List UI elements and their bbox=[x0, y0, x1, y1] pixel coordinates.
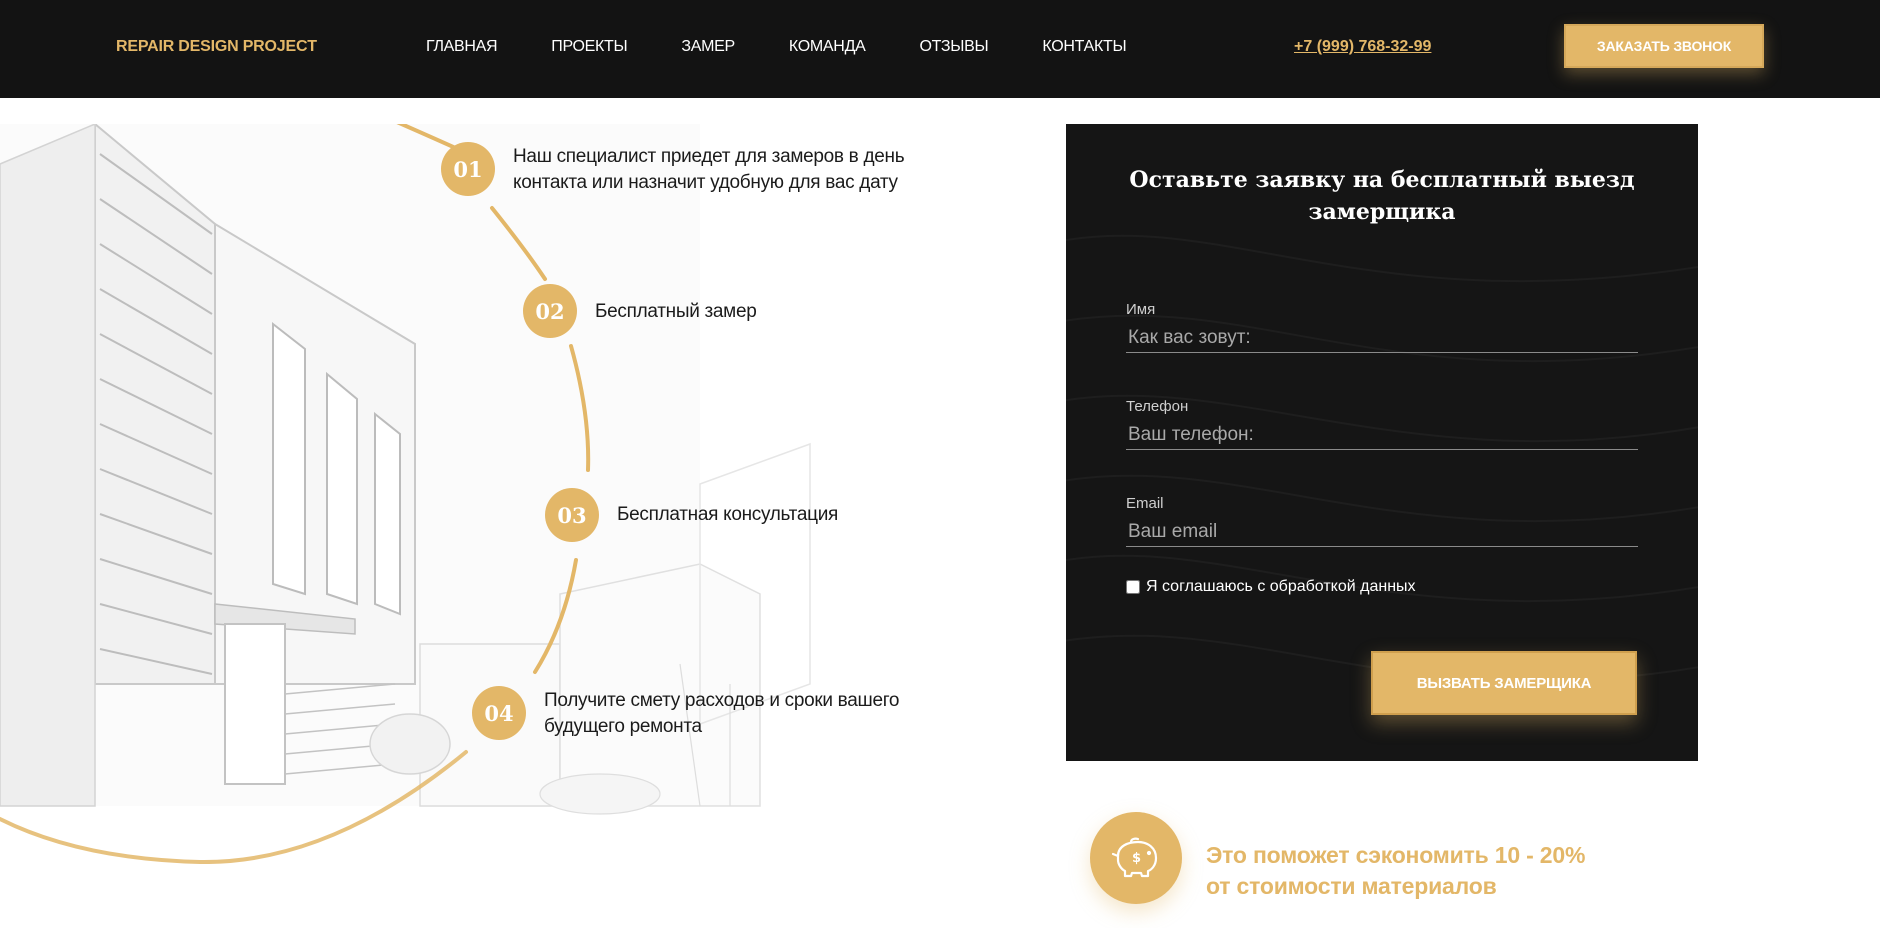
building-illustration bbox=[0, 124, 1000, 864]
savings-line-1: Это поможет сэкономить 10 - 20% bbox=[1206, 842, 1586, 868]
site-logo[interactable]: REPAIR DESIGN PROJECT bbox=[116, 38, 317, 55]
step-04-number: 04 bbox=[472, 686, 526, 740]
phone-input[interactable] bbox=[1126, 420, 1638, 450]
nav-item-measure[interactable]: ЗАМЕР bbox=[681, 38, 735, 55]
nav-item-projects[interactable]: ПРОЕКТЫ bbox=[551, 38, 628, 55]
site-header bbox=[0, 0, 1880, 98]
name-field-label: Имя bbox=[1126, 301, 1156, 318]
nav-item-team[interactable]: КОМАНДА bbox=[788, 38, 866, 55]
consent-checkbox[interactable] bbox=[1126, 580, 1140, 594]
call-measurer-button[interactable]: ВЫЗВАТЬ ЗАМЕРЩИКА bbox=[1371, 651, 1637, 715]
savings-text bbox=[1206, 840, 1585, 902]
step-03-text: Бесплатная консультация bbox=[617, 504, 838, 525]
savings-line-2: от стоимости материалов bbox=[1206, 873, 1497, 899]
piggy-bank-icon-glyph bbox=[1110, 836, 1162, 880]
email-field-label: Email bbox=[1126, 495, 1164, 512]
nav-item-contacts[interactable]: КОНТАКТЫ bbox=[1042, 38, 1127, 55]
email-input[interactable] bbox=[1126, 517, 1638, 547]
step-04-text: Получите смету расходов и сроки вашего будущего ремонта bbox=[544, 690, 900, 737]
step-01-text: Наш специалист приедет для замеров в день контакта или назначит удобную для вас дату bbox=[513, 146, 905, 193]
svg-text:$: $ bbox=[1132, 851, 1142, 866]
header-phone-link[interactable]: +7 (999) 768-32-99 bbox=[1294, 38, 1432, 55]
consent-row bbox=[1126, 578, 1416, 596]
step-03-number: 03 bbox=[545, 488, 599, 542]
step-02-text: Бесплатный замер bbox=[595, 301, 757, 322]
measure-request-form bbox=[1066, 124, 1698, 761]
nav-item-home[interactable]: ГЛАВНАЯ bbox=[426, 38, 498, 55]
order-call-button[interactable]: ЗАКАЗАТЬ ЗВОНОК bbox=[1564, 24, 1764, 68]
step-01-number: 01 bbox=[441, 142, 495, 196]
name-field bbox=[1126, 301, 1638, 353]
form-title: Оставьте заявку на бесплатный выезд замерщика bbox=[1129, 167, 1635, 225]
piggy-bank-icon bbox=[1090, 812, 1182, 904]
email-field bbox=[1126, 495, 1638, 547]
phone-field bbox=[1126, 398, 1638, 450]
phone-field-label: Телефон bbox=[1126, 398, 1189, 415]
building-sketch-image bbox=[0, 124, 1000, 864]
main-nav bbox=[426, 38, 1180, 56]
step-02-number: 02 bbox=[523, 284, 577, 338]
nav-item-reviews[interactable]: ОТЗЫВЫ bbox=[919, 38, 989, 55]
consent-label: Я соглашаюсь с обработкой данных bbox=[1146, 578, 1416, 595]
name-input[interactable] bbox=[1126, 323, 1638, 353]
